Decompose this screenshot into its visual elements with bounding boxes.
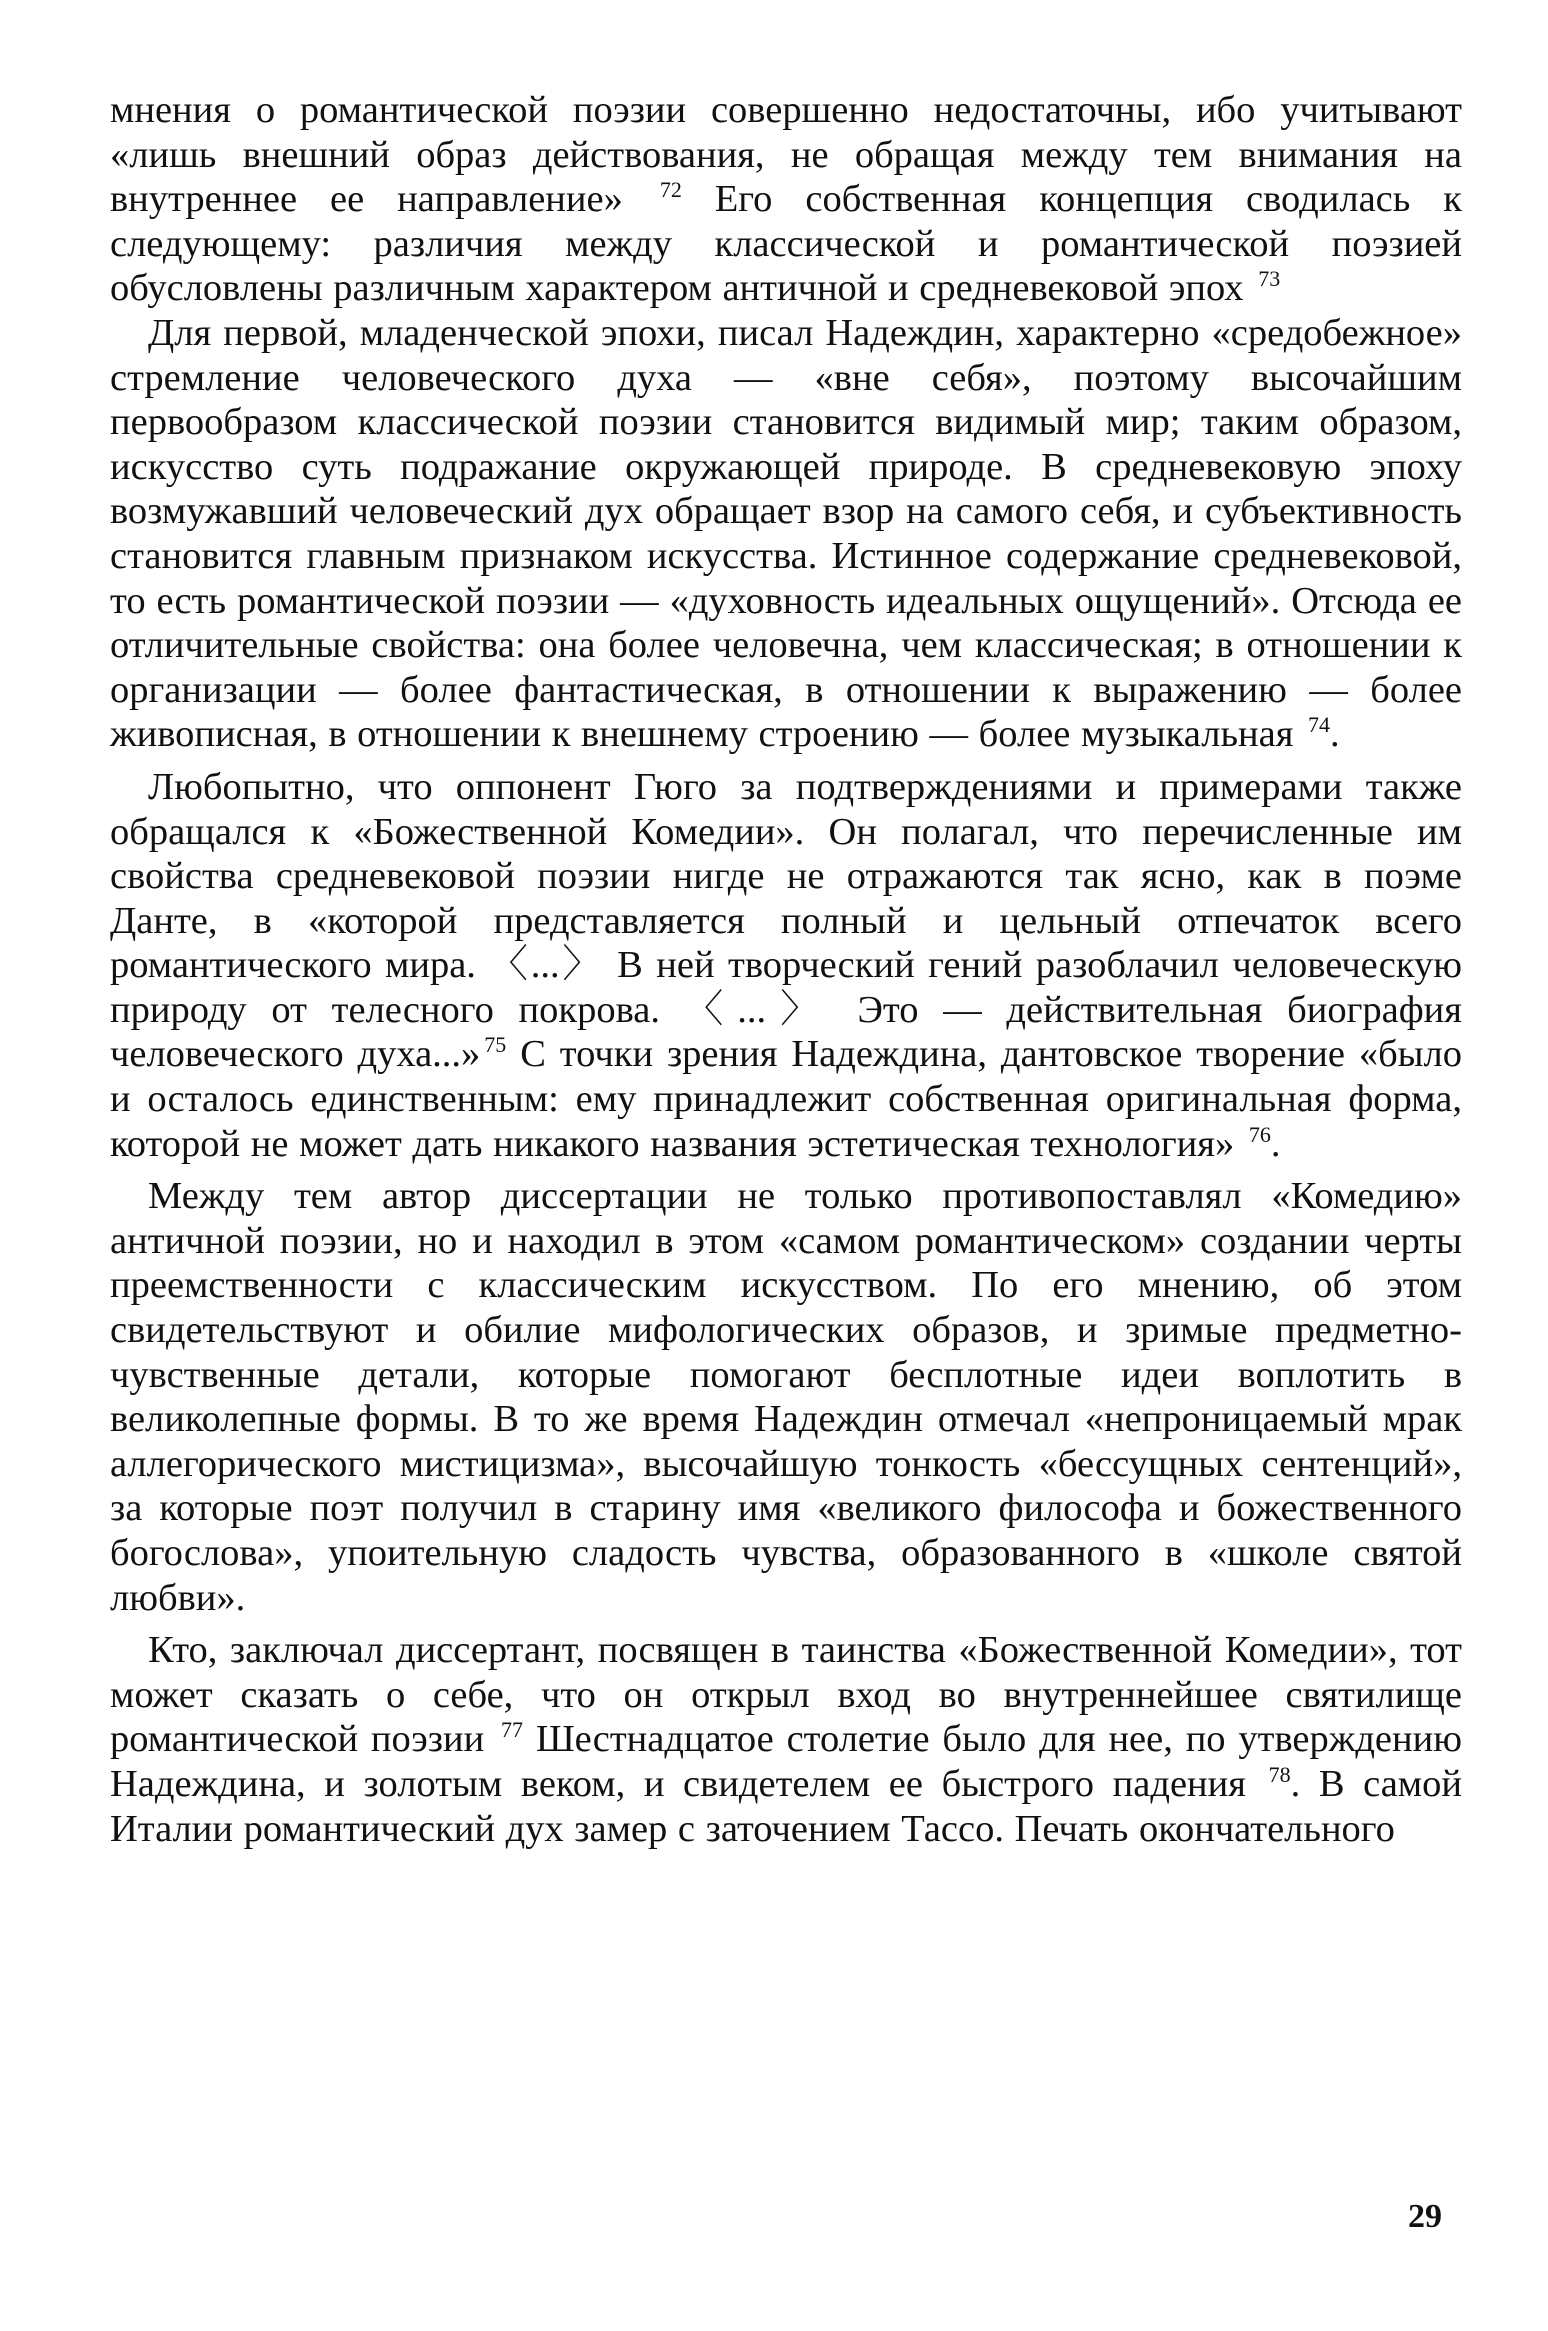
footnote-ref-77: 77 xyxy=(501,1717,524,1743)
paragraph-2: Для первой, младенческой эпохи, писал Надеждин, характерно «средобежное» стремление человеческого духа — «вне себя», поэтому высочайшим первообразом классической поэзии становится видимый мир; таким образом, искусство суть подражание окружающей природе. В средневековую эпоху возмужавший человеческий дух обращает взор на самого себя, и субъективность становится главным признаком искусства. Истинное содержание средневековой, то есть романтической поэзии — «духовность идеальных ощущений». Отсюда ее отличительные свойства: она более человечна, чем классическая; в отношении к организации — более фантастическая, в отношении к выражению — более живописная, в отношении к внешнему строению — более музыкальная $^{74}$. xyxy=(110,311,1462,756)
footnote-ref-72: 72 xyxy=(659,177,682,203)
footnote-ref-78: 78 xyxy=(1268,1761,1291,1787)
paragraph-1: мнения о романтической поэзии совершенно недостаточны, ибо учитывают «лишь внешний образ действования, не обращая между тем внимания на внутреннее ее направление» $^{72}$ Его собственная концепция сводилась к следующему: различия между классической и романтической поэзией обусловлены различным характером античной и средневековой эпох $^{73}$ xyxy=(110,89,1462,310)
paragraph-4: Между тем автор диссертации не только противопоставлял «Комедию» античной поэзии, но и находил в этом «самом романтическом» создании черты преемственности с классическим искусством. По его мнению, об этом свидетельствуют и обилие мифологических образов, и зримые предметно-чувственные детали, которые помогают бесплотные идеи воплотить в великолепные формы. В то же время Надеждин отмечал «непроницаемый мрак аллегорического мистицизма», высочайшую тонкость «бессущных сентенций», за которые поэт получил в старину имя «великого философа и божественного богослова», упоительную сладость чувства, образованного в «школе святой любви». xyxy=(110,1175,1462,1619)
footnote-ref-76: 76 xyxy=(1248,1121,1271,1147)
paragraph-3: Любопытно, что оппонент Гюго за подтверждениями и примерами также обращался к «Божественной Комедии». Он полагал, что перечисленные им свойства средневековой поэзии нигде не отражаются так ясно, как в поэме Данте, в «которой представляется полный и цельный отпечаток всего романтического мира. 〈...〉 В ней творческий гений разоблачил человеческую природу от телесного покрова. 〈...〉 Это — действительная биография человеческого духа...» $^{75}$ С точки зрения Надеждина, дантовское творение «было и осталось единственным: ему принадлежит собственная оригинальная форма, которой не может дать никакого названия эстетическая технология» $^{76}$. xyxy=(110,765,1462,1165)
paragraph-5: Кто, заключал диссертант, посвящен в таинства «Божественной Комедии», тот может сказать о себе, что он открыл вход во внутреннейшее святилище романтической поэзии $^{77}$ Шестнадцатое столетие было для нее, по утверждению Надеждина, и золотым веком, и свидетелем ее быстрого падения $^{78}$. В самой Италии романтический дух замер с заточением Тассо. Печать окончательного xyxy=(110,1629,1463,1850)
footnote-ref-74: 74 xyxy=(1308,712,1331,738)
footnote-ref-73: 73 xyxy=(1258,266,1281,292)
document-page xyxy=(110,88,1462,1851)
page-number: 29 xyxy=(1408,2198,1442,2235)
footnote-ref-75: 75 xyxy=(484,1032,507,1058)
